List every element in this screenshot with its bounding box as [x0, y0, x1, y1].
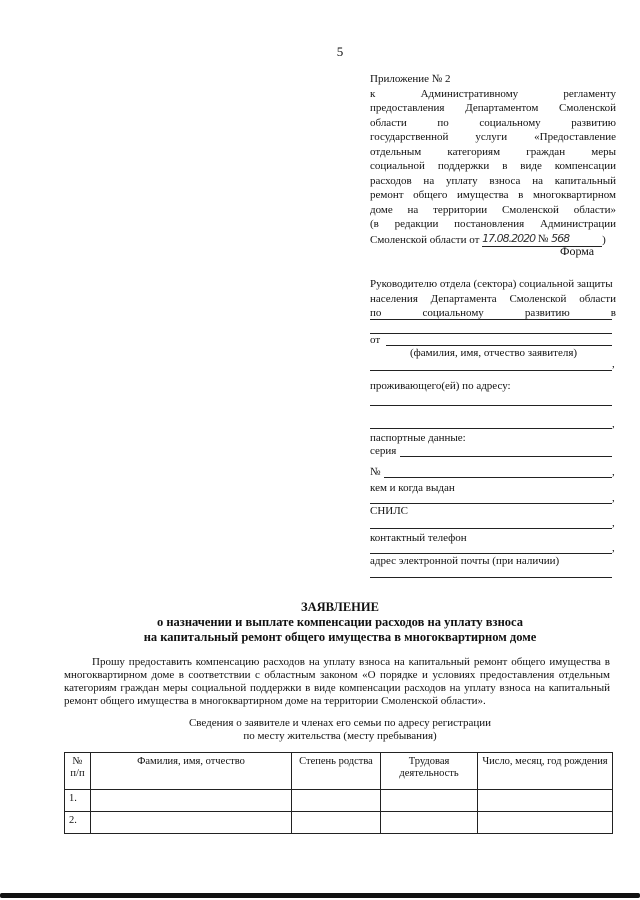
recipient-line: населения Департамента Смоленской области: [370, 292, 616, 305]
passport-number-blank-line[interactable]: [384, 477, 612, 478]
header-fio: Фамилия, имя, отчество: [91, 753, 292, 790]
handwritten-date: 17.08.2020: [482, 231, 536, 245]
fio-blank-line[interactable]: [386, 345, 612, 346]
comma: ,: [612, 542, 615, 554]
row-number: 1.: [65, 790, 91, 812]
recipient-line: Руководителю отдела (сектора) социальной защиты: [370, 278, 613, 290]
appendix-line: отдельным категориям граждан меры: [370, 145, 616, 158]
series-blank-line[interactable]: [400, 456, 612, 457]
email-blank-line[interactable]: [370, 577, 612, 578]
handwritten-number: 568: [551, 231, 570, 245]
phone-blank-line[interactable]: [370, 553, 612, 554]
appendix-line: Смоленской области от: [370, 233, 480, 246]
request-paragraph: [64, 656, 610, 708]
series-label: серия: [370, 445, 397, 457]
comma: ,: [612, 466, 615, 478]
comma: ,: [612, 517, 615, 529]
table-caption: Сведения о заявителе и членах его семьи по адресу регистрации: [188, 717, 492, 729]
document-title: ЗАЯВЛЕНИЕ: [301, 600, 379, 614]
recipient-block: [370, 277, 616, 321]
recipient-line: по социальному развитию в: [370, 307, 616, 319]
document-subtitle: о назначении и выплате компенсации расходов на уплату взноса: [156, 615, 523, 629]
number-sign: №: [537, 232, 549, 245]
table-row: [65, 790, 613, 812]
header-birthdate: Число, месяц, год рождения: [478, 753, 613, 790]
comma: ,: [612, 492, 615, 504]
comma: ,: [612, 418, 615, 430]
email-label: адрес электронной почты (при наличии): [370, 555, 560, 567]
appendix-line: области по социальному развитию: [370, 116, 616, 129]
appendix-line: ремонт общего имущества в многоквартирном: [370, 189, 616, 201]
cell-birthdate[interactable]: [478, 790, 613, 812]
family-members-table: [64, 752, 613, 834]
document-subtitle-2: на капитальный ремонт общего имущества в многоквартирном доме: [143, 630, 537, 644]
row-number: 2.: [65, 812, 91, 834]
address-label: проживающего(ей) по адресу:: [370, 380, 511, 392]
passport-label: паспортные данные:: [370, 432, 466, 444]
issued-blank-line[interactable]: [370, 503, 612, 504]
phone-label: контактный телефон: [370, 532, 467, 544]
comma: ,: [612, 358, 615, 370]
appendix-header: [370, 72, 616, 247]
cell-fio[interactable]: [91, 790, 292, 812]
header-relation: Степень родства: [292, 753, 381, 790]
closing-bracket: ): [602, 233, 606, 246]
snils-blank-line[interactable]: [370, 528, 612, 529]
issued-label: кем и когда выдан: [370, 482, 455, 494]
header-number: № п/п: [65, 753, 91, 790]
department-blank-line-2[interactable]: [370, 333, 612, 334]
fio-blank-line-2[interactable]: [370, 370, 612, 371]
appendix-line: предоставления Департаментом Смоленской: [370, 102, 616, 114]
passport-number-label: №: [370, 466, 381, 478]
cell-fio[interactable]: [91, 812, 292, 834]
department-blank-line[interactable]: [370, 319, 612, 320]
appendix-line: (в редакции постановления Администрации: [370, 218, 616, 230]
header-employment: Трудовая деятельность: [381, 753, 478, 790]
table-header-row: [65, 753, 613, 790]
table-caption-2: по месту жительства (месту пребывания): [243, 730, 437, 742]
address-blank-line[interactable]: [370, 405, 612, 406]
snils-label: СНИЛС: [370, 505, 409, 517]
page-number: 5: [336, 44, 344, 59]
cell-relation[interactable]: [292, 812, 381, 834]
from-label: от: [370, 334, 381, 346]
appendix-line: Приложение № 2: [370, 73, 451, 85]
form-label: Форма: [560, 244, 595, 258]
request-text: Прошу предоставить компенсацию расходов на уплату взноса на капитальный ремонт общего имущества в многоквартирном доме в соответствии с областным законом «О порядке и условиях предоставления отдельным категориям граждан меры социальной поддержки в виде компенсации расходов на уплату взноса на капитальный ремонт общего имущества в многоквартирном доме на территории Смоленской области».: [64, 656, 610, 707]
appendix-line: доме на территории Смоленской области»: [370, 203, 616, 216]
cell-employment[interactable]: [381, 790, 478, 812]
cell-relation[interactable]: [292, 790, 381, 812]
appendix-line: социальной поддержки в виде компенсации: [370, 160, 616, 172]
appendix-line: к Административному регламенту: [370, 87, 616, 100]
appendix-line: расходов на уплату взноса на капитальный: [370, 174, 616, 187]
appendix-line: государственной услуги «Предоставление: [370, 131, 616, 143]
cell-birthdate[interactable]: [478, 812, 613, 834]
fio-caption: (фамилия, имя, отчество заявителя): [410, 347, 578, 359]
cell-employment[interactable]: [381, 812, 478, 834]
address-blank-line-2[interactable]: [370, 428, 612, 429]
page-edge-stroke: [0, 893, 640, 898]
table-row: [65, 812, 613, 834]
